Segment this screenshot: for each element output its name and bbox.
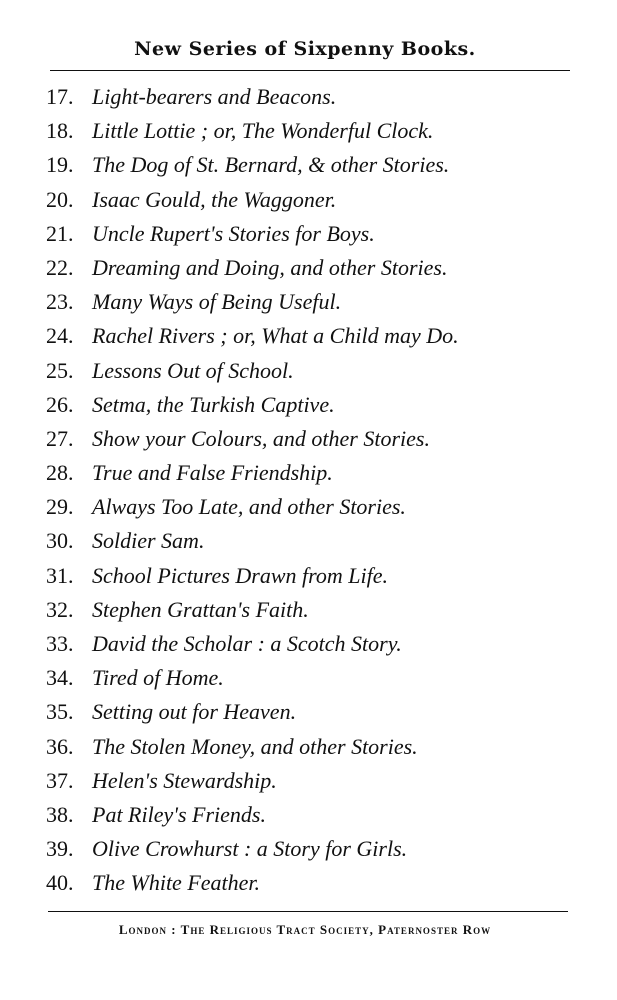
book-number: 35. <box>46 699 74 725</box>
book-title: Setting out for Heaven. <box>92 699 297 725</box>
book-list-item <box>46 832 586 866</box>
book-title: Isaac Gould, the Waggoner. <box>92 186 337 212</box>
book-number: 20. <box>46 186 74 212</box>
book-list <box>46 80 586 901</box>
book-title: True and False Friendship. <box>92 460 333 486</box>
book-number: 26. <box>46 391 74 417</box>
book-title: Light-bearers and Beacons. <box>92 84 337 109</box>
book-title: Always Too Late, and other Stories. <box>92 494 406 520</box>
book-list-item <box>46 285 586 319</box>
book-number: 28. <box>46 460 74 486</box>
book-list-item <box>46 866 586 900</box>
book-title: Stephen Grattan's Faith. <box>92 596 309 622</box>
book-number: 40. <box>46 870 74 896</box>
book-list-item <box>46 217 586 251</box>
footer-rule <box>48 911 568 912</box>
book-list-item <box>46 114 586 148</box>
book-title: Lessons Out of School. <box>92 357 294 383</box>
page-header: New Series of Sixpenny Books. <box>134 38 476 60</box>
book-number: 32. <box>46 596 74 622</box>
publisher-footer: London : The Religious Tract Society, Paternoster Row <box>118 922 492 937</box>
book-title: Tired of Home. <box>92 665 224 691</box>
book-title: The Stolen Money, and other Stories. <box>92 733 418 759</box>
book-number: 34. <box>46 665 74 691</box>
book-number: 36. <box>46 733 74 759</box>
book-number: 17. <box>46 84 74 109</box>
book-title: Dreaming and Doing, and other Stories. <box>92 254 448 280</box>
book-list-item <box>46 524 586 558</box>
book-list-item <box>46 183 586 217</box>
book-title: Show your Colours, and other Stories. <box>92 425 430 451</box>
book-number: 18. <box>46 118 74 144</box>
book-title: Pat Riley's Friends. <box>92 801 266 827</box>
book-list-item <box>46 354 586 388</box>
book-list-item <box>46 148 586 182</box>
book-list-item <box>46 627 586 661</box>
book-title: Little Lottie ; or, The Wonderful Clock. <box>92 118 434 144</box>
book-number: 38. <box>46 801 74 827</box>
book-list-item <box>46 798 586 832</box>
book-list-item <box>46 490 586 524</box>
book-list-item <box>46 422 586 456</box>
book-title: Soldier Sam. <box>92 528 205 554</box>
book-list-item <box>46 80 586 114</box>
book-number: 25. <box>46 357 74 383</box>
book-list-item <box>46 388 586 422</box>
book-list-item <box>46 559 586 593</box>
book-list-item <box>46 456 586 490</box>
book-title: The Dog of St. Bernard, & other Stories. <box>92 152 450 178</box>
book-title: Helen's Stewardship. <box>92 767 277 793</box>
book-number: 22. <box>46 254 74 280</box>
book-number: 39. <box>46 836 74 862</box>
book-list-item <box>46 319 586 353</box>
book-title: The White Feather. <box>92 870 261 896</box>
book-number: 33. <box>46 631 74 656</box>
book-number: 37. <box>46 767 74 793</box>
book-title: Olive Crowhurst : a Story for Girls. <box>92 836 408 862</box>
book-title: Uncle Rupert's Stories for Boys. <box>92 220 375 246</box>
book-title: David the Scholar : a Scotch Story. <box>92 631 402 656</box>
book-list-item <box>46 730 586 764</box>
book-title: School Pictures Drawn from Life. <box>92 562 388 588</box>
book-number: 23. <box>46 289 74 315</box>
book-number: 24. <box>46 323 74 349</box>
book-list-item <box>46 251 586 285</box>
book-list-item <box>46 593 586 627</box>
book-number: 31. <box>46 562 74 588</box>
book-number: 27. <box>46 425 74 451</box>
book-title: Many Ways of Being Useful. <box>92 289 342 315</box>
book-list-item <box>46 661 586 695</box>
book-number: 21. <box>46 220 74 246</box>
book-number: 30. <box>46 528 74 554</box>
book-list-item <box>46 764 586 798</box>
book-list-item <box>46 695 586 729</box>
book-number: 29. <box>46 494 74 520</box>
header-rule <box>50 70 570 71</box>
book-title: Setma, the Turkish Captive. <box>92 391 335 417</box>
book-title: Rachel Rivers ; or, What a Child may Do. <box>92 323 459 349</box>
book-number: 19. <box>46 152 74 178</box>
